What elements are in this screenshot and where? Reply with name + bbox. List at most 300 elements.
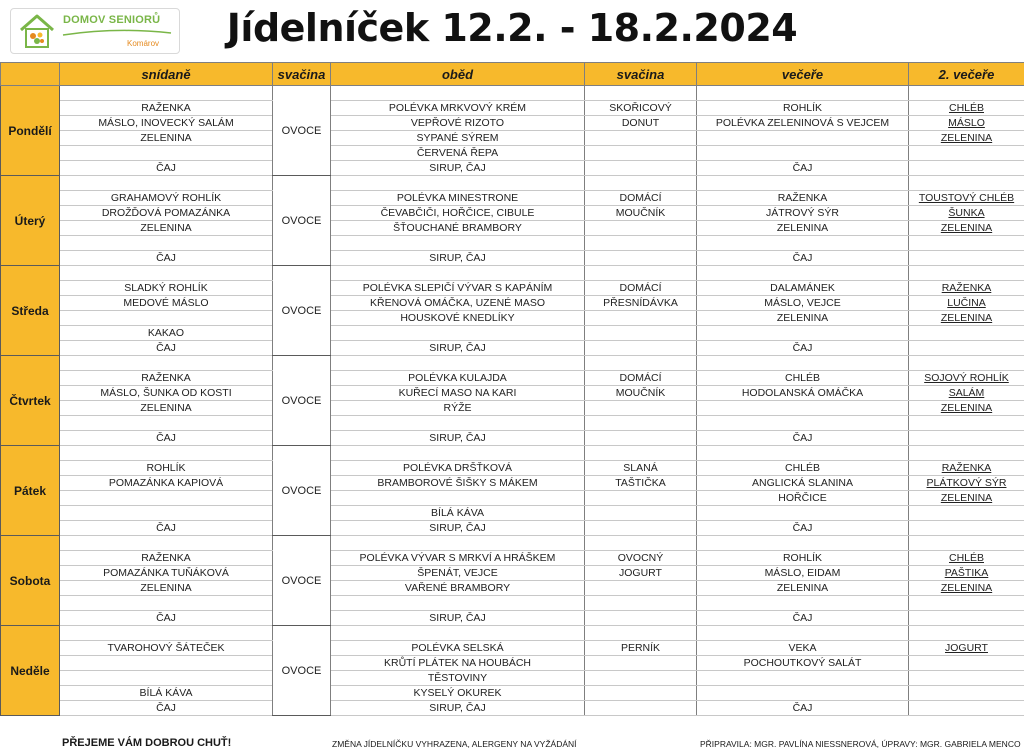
menu-row bbox=[1, 266, 1024, 281]
menu-row bbox=[1, 251, 1024, 266]
cell-breakfast: MEDOVÉ MÁSLO bbox=[60, 296, 273, 311]
cell-breakfast: GRAHAMOVÝ ROHLÍK bbox=[60, 191, 273, 206]
cell-dinner bbox=[697, 131, 909, 146]
second-dinner-item: ZELENINA bbox=[940, 492, 993, 504]
cell-lunch bbox=[331, 326, 585, 341]
cell-second-dinner bbox=[909, 251, 1024, 266]
cell-afternoon-snack: OVOCNÝ bbox=[585, 551, 697, 566]
second-dinner-item: RAŽENKA bbox=[941, 282, 992, 294]
menu-row bbox=[1, 221, 1024, 236]
cell-afternoon-snack bbox=[585, 161, 697, 176]
cell-second-dinner bbox=[909, 131, 1024, 146]
second-dinner-item: CHLÉB bbox=[948, 102, 984, 114]
cell-dinner: HODOLANSKÁ OMÁČKA bbox=[697, 386, 909, 401]
cell-dinner: RAŽENKA bbox=[697, 191, 909, 206]
cell-dinner bbox=[697, 176, 909, 191]
logo-city: Komárov bbox=[127, 39, 160, 48]
cell-afternoon-snack bbox=[585, 626, 697, 641]
cell-second-dinner bbox=[909, 416, 1024, 431]
cell-second-dinner bbox=[909, 596, 1024, 611]
morning-snack-cell: OVOCE bbox=[273, 446, 331, 536]
cell-afternoon-snack bbox=[585, 596, 697, 611]
cell-breakfast: ČAJ bbox=[60, 341, 273, 356]
cell-breakfast: ROHLÍK bbox=[60, 461, 273, 476]
footer-wish: PŘEJEME VÁM DOBROU CHUŤ! bbox=[62, 737, 232, 749]
cell-afternoon-snack bbox=[585, 536, 697, 551]
cell-second-dinner bbox=[909, 341, 1024, 356]
cell-breakfast: ČAJ bbox=[60, 701, 273, 716]
cell-lunch: ČEVABČIČI, HOŘČICE, CIBULE bbox=[331, 206, 585, 221]
cell-afternoon-snack bbox=[585, 86, 697, 101]
cell-dinner: ROHLÍK bbox=[697, 551, 909, 566]
second-dinner-item: JOGURT bbox=[945, 642, 988, 654]
cell-dinner: ČAJ bbox=[697, 611, 909, 626]
cell-breakfast bbox=[60, 236, 273, 251]
cell-second-dinner bbox=[909, 86, 1024, 101]
cell-second-dinner bbox=[909, 611, 1024, 626]
day-label: Neděle bbox=[1, 626, 60, 716]
cell-dinner: CHLÉB bbox=[697, 461, 909, 476]
cell-dinner: ČAJ bbox=[697, 251, 909, 266]
cell-afternoon-snack bbox=[585, 656, 697, 671]
cell-afternoon-snack: DOMÁCÍ bbox=[585, 281, 697, 296]
cell-lunch: SIRUP, ČAJ bbox=[331, 161, 585, 176]
second-dinner-item: ZELENINA bbox=[940, 582, 993, 594]
cell-dinner bbox=[697, 266, 909, 281]
cell-breakfast: POMAZÁNKA KAPIOVÁ bbox=[60, 476, 273, 491]
footer bbox=[0, 736, 1024, 751]
menu-row bbox=[1, 296, 1024, 311]
cell-breakfast bbox=[60, 356, 273, 371]
footer-prepared-by: PŘIPRAVILA: MGR. PAVLÍNA NIESSNEROVÁ, ÚPRAVY: MGR. GABRIELA MENCO bbox=[700, 739, 1021, 749]
cell-breakfast: BÍLÁ KÁVA bbox=[60, 686, 273, 701]
morning-snack-cell: OVOCE bbox=[273, 626, 331, 716]
second-dinner-item: PLÁTKOVÝ SÝR bbox=[926, 477, 1007, 489]
page-header bbox=[0, 0, 1024, 62]
cell-lunch: KUŘECÍ MASO NA KARI bbox=[331, 386, 585, 401]
cell-breakfast: TVAROHOVÝ ŠÁTEČEK bbox=[60, 641, 273, 656]
cell-lunch: ŠŤOUCHANÉ BRAMBORY bbox=[331, 221, 585, 236]
cell-afternoon-snack: SKOŘICOVÝ bbox=[585, 101, 697, 116]
cell-lunch bbox=[331, 536, 585, 551]
cell-lunch: SIRUP, ČAJ bbox=[331, 341, 585, 356]
cell-dinner: ČAJ bbox=[697, 521, 909, 536]
cell-second-dinner bbox=[909, 101, 1024, 116]
second-dinner-item: PAŠTIKA bbox=[944, 567, 989, 579]
menu-row bbox=[1, 206, 1024, 221]
cell-breakfast: MÁSLO, ŠUNKA OD KOSTI bbox=[60, 386, 273, 401]
day-label: Pátek bbox=[1, 446, 60, 536]
menu-row bbox=[1, 536, 1024, 551]
cell-lunch: SYPANÉ SÝREM bbox=[331, 131, 585, 146]
day-label: Pondělí bbox=[1, 86, 60, 176]
cell-second-dinner bbox=[909, 161, 1024, 176]
cell-second-dinner bbox=[909, 521, 1024, 536]
cell-afternoon-snack bbox=[585, 506, 697, 521]
cell-dinner: ZELENINA bbox=[697, 311, 909, 326]
cell-second-dinner bbox=[909, 566, 1024, 581]
cell-second-dinner bbox=[909, 446, 1024, 461]
cell-second-dinner bbox=[909, 176, 1024, 191]
menu-row bbox=[1, 671, 1024, 686]
col-header-lunch: oběd bbox=[331, 63, 585, 86]
second-dinner-item: SALÁM bbox=[948, 387, 985, 399]
cell-lunch bbox=[331, 446, 585, 461]
cell-dinner bbox=[697, 596, 909, 611]
cell-dinner bbox=[697, 356, 909, 371]
cell-lunch bbox=[331, 491, 585, 506]
col-header-morning-snack: svačina bbox=[273, 63, 331, 86]
cell-afternoon-snack: TAŠTIČKA bbox=[585, 476, 697, 491]
menu-row bbox=[1, 476, 1024, 491]
cell-second-dinner bbox=[909, 701, 1024, 716]
menu-row bbox=[1, 491, 1024, 506]
second-dinner-item: MÁSLO bbox=[948, 117, 985, 129]
cell-dinner: MÁSLO, VEJCE bbox=[697, 296, 909, 311]
menu-row bbox=[1, 161, 1024, 176]
cell-afternoon-snack bbox=[585, 236, 697, 251]
cell-second-dinner bbox=[909, 506, 1024, 521]
cell-dinner: ČAJ bbox=[697, 701, 909, 716]
cell-second-dinner bbox=[909, 311, 1024, 326]
menu-row bbox=[1, 581, 1024, 596]
cell-dinner: HOŘČICE bbox=[697, 491, 909, 506]
cell-lunch: ČERVENÁ ŘEPA bbox=[331, 146, 585, 161]
cell-breakfast: ZELENINA bbox=[60, 131, 273, 146]
cell-breakfast bbox=[60, 626, 273, 641]
cell-lunch: SIRUP, ČAJ bbox=[331, 701, 585, 716]
cell-breakfast: SLADKÝ ROHLÍK bbox=[60, 281, 273, 296]
menu-row bbox=[1, 626, 1024, 641]
cell-lunch: BÍLÁ KÁVA bbox=[331, 506, 585, 521]
cell-lunch: POLÉVKA SLEPIČÍ VÝVAR S KAPÁNÍM bbox=[331, 281, 585, 296]
menu-row bbox=[1, 566, 1024, 581]
menu-row bbox=[1, 101, 1024, 116]
cell-breakfast: ZELENINA bbox=[60, 221, 273, 236]
cell-afternoon-snack bbox=[585, 266, 697, 281]
day-label: Čtvrtek bbox=[1, 356, 60, 446]
second-dinner-item: TOUSTOVÝ CHLÉB bbox=[918, 192, 1015, 204]
morning-snack-cell: OVOCE bbox=[273, 356, 331, 446]
menu-row bbox=[1, 326, 1024, 341]
cell-second-dinner bbox=[909, 431, 1024, 446]
cell-afternoon-snack bbox=[585, 686, 697, 701]
cell-dinner: DALAMÁNEK bbox=[697, 281, 909, 296]
footer-note: ZMĚNA JÍDELNÍČKU VYHRAZENA, ALERGENY NA VYŽÁDÁNÍ bbox=[332, 739, 577, 749]
cell-afternoon-snack bbox=[585, 431, 697, 446]
cell-second-dinner bbox=[909, 356, 1024, 371]
menu-row bbox=[1, 281, 1024, 296]
cell-second-dinner bbox=[909, 236, 1024, 251]
second-dinner-item: RAŽENKA bbox=[941, 462, 992, 474]
cell-dinner: POCHOUTKOVÝ SALÁT bbox=[697, 656, 909, 671]
cell-dinner bbox=[697, 86, 909, 101]
cell-lunch bbox=[331, 236, 585, 251]
cell-second-dinner bbox=[909, 206, 1024, 221]
col-header-dinner: večeře bbox=[697, 63, 909, 86]
cell-lunch: VEPŘOVÉ RIZOTO bbox=[331, 116, 585, 131]
cell-dinner: ČAJ bbox=[697, 341, 909, 356]
cell-breakfast bbox=[60, 146, 273, 161]
second-dinner-item: ŠUNKA bbox=[948, 207, 985, 219]
menu-row bbox=[1, 641, 1024, 656]
col-header-second-dinner: 2. večeře bbox=[909, 63, 1024, 86]
cell-lunch: BRAMBOROVÉ ŠIŠKY S MÁKEM bbox=[331, 476, 585, 491]
cell-lunch: POLÉVKA KULAJDA bbox=[331, 371, 585, 386]
cell-lunch bbox=[331, 416, 585, 431]
cell-afternoon-snack bbox=[585, 131, 697, 146]
cell-lunch: SIRUP, ČAJ bbox=[331, 611, 585, 626]
second-dinner-item: CHLÉB bbox=[948, 552, 984, 564]
morning-snack-cell: OVOCE bbox=[273, 536, 331, 626]
menu-row bbox=[1, 596, 1024, 611]
cell-lunch: KRŮTÍ PLÁTEK NA HOUBÁCH bbox=[331, 656, 585, 671]
cell-breakfast: ČAJ bbox=[60, 431, 273, 446]
menu-row bbox=[1, 446, 1024, 461]
cell-afternoon-snack bbox=[585, 146, 697, 161]
cell-afternoon-snack bbox=[585, 701, 697, 716]
cell-afternoon-snack: PERNÍK bbox=[585, 641, 697, 656]
cell-breakfast: POMAZÁNKA TUŇÁKOVÁ bbox=[60, 566, 273, 581]
menu-row bbox=[1, 416, 1024, 431]
cell-breakfast: RAŽENKA bbox=[60, 551, 273, 566]
menu-row bbox=[1, 521, 1024, 536]
cell-lunch: POLÉVKA VÝVAR S MRKVÍ A HRÁŠKEM bbox=[331, 551, 585, 566]
cell-afternoon-snack bbox=[585, 221, 697, 236]
menu-row bbox=[1, 656, 1024, 671]
menu-row bbox=[1, 131, 1024, 146]
cell-lunch bbox=[331, 176, 585, 191]
menu-row bbox=[1, 146, 1024, 161]
menu-row bbox=[1, 461, 1024, 476]
menu-row bbox=[1, 701, 1024, 716]
menu-table bbox=[0, 62, 1024, 716]
cell-lunch: POLÉVKA MRKVOVÝ KRÉM bbox=[331, 101, 585, 116]
day-label: Sobota bbox=[1, 536, 60, 626]
cell-breakfast: ČAJ bbox=[60, 161, 273, 176]
cell-breakfast bbox=[60, 671, 273, 686]
menu-row bbox=[1, 311, 1024, 326]
cell-dinner: ČAJ bbox=[697, 161, 909, 176]
cell-second-dinner bbox=[909, 296, 1024, 311]
cell-lunch: SIRUP, ČAJ bbox=[331, 251, 585, 266]
cell-dinner: ZELENINA bbox=[697, 221, 909, 236]
cell-lunch: POLÉVKA DRŠŤKOVÁ bbox=[331, 461, 585, 476]
cell-dinner bbox=[697, 671, 909, 686]
cell-second-dinner bbox=[909, 191, 1024, 206]
menu-row bbox=[1, 116, 1024, 131]
cell-second-dinner bbox=[909, 116, 1024, 131]
cell-dinner bbox=[697, 326, 909, 341]
cell-afternoon-snack: DOMÁCÍ bbox=[585, 191, 697, 206]
cell-lunch bbox=[331, 86, 585, 101]
col-header-breakfast: snídaně bbox=[60, 63, 273, 86]
cell-afternoon-snack: DOMÁCÍ bbox=[585, 371, 697, 386]
cell-second-dinner bbox=[909, 371, 1024, 386]
cell-dinner bbox=[697, 446, 909, 461]
cell-afternoon-snack bbox=[585, 326, 697, 341]
cell-breakfast: ZELENINA bbox=[60, 581, 273, 596]
menu-row bbox=[1, 611, 1024, 626]
second-dinner-item: ZELENINA bbox=[940, 222, 993, 234]
second-dinner-item: ZELENINA bbox=[940, 132, 993, 144]
cell-second-dinner bbox=[909, 281, 1024, 296]
cell-breakfast: RAŽENKA bbox=[60, 101, 273, 116]
cell-lunch bbox=[331, 356, 585, 371]
cell-breakfast: DROŽĎOVÁ POMAZÁNKA bbox=[60, 206, 273, 221]
cell-afternoon-snack bbox=[585, 581, 697, 596]
second-dinner-item: ZELENINA bbox=[940, 402, 993, 414]
cell-second-dinner bbox=[909, 461, 1024, 476]
col-header-afternoon-snack: svačina bbox=[585, 63, 697, 86]
cell-second-dinner bbox=[909, 386, 1024, 401]
cell-afternoon-snack bbox=[585, 611, 697, 626]
menu-row bbox=[1, 341, 1024, 356]
cell-second-dinner bbox=[909, 641, 1024, 656]
cell-afternoon-snack: JOGURT bbox=[585, 566, 697, 581]
cell-breakfast bbox=[60, 266, 273, 281]
menu-row bbox=[1, 506, 1024, 521]
cell-breakfast bbox=[60, 311, 273, 326]
cell-dinner bbox=[697, 506, 909, 521]
cell-second-dinner bbox=[909, 581, 1024, 596]
morning-snack-cell: OVOCE bbox=[273, 86, 331, 176]
cell-dinner: ROHLÍK bbox=[697, 101, 909, 116]
cell-afternoon-snack: MOUČNÍK bbox=[585, 386, 697, 401]
cell-breakfast: ČAJ bbox=[60, 611, 273, 626]
cell-second-dinner bbox=[909, 401, 1024, 416]
cell-lunch: POLÉVKA MINESTRONE bbox=[331, 191, 585, 206]
cell-second-dinner bbox=[909, 476, 1024, 491]
cell-lunch: TĚSTOVINY bbox=[331, 671, 585, 686]
cell-breakfast bbox=[60, 416, 273, 431]
menu-row bbox=[1, 686, 1024, 701]
cell-breakfast bbox=[60, 656, 273, 671]
cell-afternoon-snack: MOUČNÍK bbox=[585, 206, 697, 221]
cell-breakfast: ČAJ bbox=[60, 521, 273, 536]
cell-second-dinner bbox=[909, 656, 1024, 671]
cell-second-dinner bbox=[909, 686, 1024, 701]
page-title: Jídelníček 12.2. - 18.2.2024 bbox=[226, 6, 798, 50]
cell-breakfast bbox=[60, 491, 273, 506]
cell-afternoon-snack bbox=[585, 521, 697, 536]
cell-dinner bbox=[697, 536, 909, 551]
cell-lunch: RÝŽE bbox=[331, 401, 585, 416]
cell-afternoon-snack bbox=[585, 356, 697, 371]
day-label: Úterý bbox=[1, 176, 60, 266]
menu-row bbox=[1, 176, 1024, 191]
cell-afternoon-snack bbox=[585, 341, 697, 356]
cell-afternoon-snack: SLANÁ bbox=[585, 461, 697, 476]
cell-second-dinner bbox=[909, 326, 1024, 341]
cell-dinner: ČAJ bbox=[697, 431, 909, 446]
menu-row bbox=[1, 356, 1024, 371]
cell-dinner bbox=[697, 401, 909, 416]
cell-second-dinner bbox=[909, 551, 1024, 566]
cell-afternoon-snack bbox=[585, 671, 697, 686]
logo-name: DOMOV SENIORŮ bbox=[63, 14, 161, 26]
cell-breakfast bbox=[60, 446, 273, 461]
cell-second-dinner bbox=[909, 266, 1024, 281]
cell-lunch: POLÉVKA SELSKÁ bbox=[331, 641, 585, 656]
cell-lunch bbox=[331, 266, 585, 281]
menu-row bbox=[1, 86, 1024, 101]
cell-afternoon-snack bbox=[585, 311, 697, 326]
cell-breakfast bbox=[60, 596, 273, 611]
menu-body bbox=[1, 86, 1024, 716]
cell-dinner: VEKA bbox=[697, 641, 909, 656]
cell-second-dinner bbox=[909, 146, 1024, 161]
menu-row bbox=[1, 386, 1024, 401]
cell-breakfast: MÁSLO, INOVECKÝ SALÁM bbox=[60, 116, 273, 131]
cell-afternoon-snack bbox=[585, 176, 697, 191]
cell-breakfast: ZELENINA bbox=[60, 401, 273, 416]
cell-breakfast: RAŽENKA bbox=[60, 371, 273, 386]
menu-row bbox=[1, 401, 1024, 416]
cell-lunch bbox=[331, 626, 585, 641]
cell-second-dinner bbox=[909, 491, 1024, 506]
morning-snack-cell: OVOCE bbox=[273, 176, 331, 266]
cell-breakfast bbox=[60, 86, 273, 101]
cell-afternoon-snack bbox=[585, 446, 697, 461]
cell-dinner bbox=[697, 686, 909, 701]
cell-dinner bbox=[697, 626, 909, 641]
cell-afternoon-snack: PŘESNÍDÁVKA bbox=[585, 296, 697, 311]
cell-breakfast: KAKAO bbox=[60, 326, 273, 341]
second-dinner-item: SOJOVÝ ROHLÍK bbox=[924, 372, 1009, 384]
cell-breakfast bbox=[60, 506, 273, 521]
cell-afternoon-snack bbox=[585, 416, 697, 431]
cell-dinner bbox=[697, 416, 909, 431]
cell-breakfast bbox=[60, 176, 273, 191]
menu-row bbox=[1, 431, 1024, 446]
cell-dinner: JÁTROVÝ SÝR bbox=[697, 206, 909, 221]
cell-lunch: SIRUP, ČAJ bbox=[331, 521, 585, 536]
cell-lunch: HOUSKOVÉ KNEDLÍKY bbox=[331, 311, 585, 326]
cell-lunch: VAŘENÉ BRAMBORY bbox=[331, 581, 585, 596]
menu-row bbox=[1, 191, 1024, 206]
cell-afternoon-snack bbox=[585, 401, 697, 416]
cell-second-dinner bbox=[909, 671, 1024, 686]
menu-row bbox=[1, 236, 1024, 251]
morning-snack-cell: OVOCE bbox=[273, 266, 331, 356]
cell-dinner: ZELENINA bbox=[697, 581, 909, 596]
cell-dinner bbox=[697, 146, 909, 161]
day-label: Středa bbox=[1, 266, 60, 356]
column-header-row bbox=[1, 63, 1024, 86]
cell-lunch: KYSELÝ OKUREK bbox=[331, 686, 585, 701]
cell-dinner: CHLÉB bbox=[697, 371, 909, 386]
cell-second-dinner bbox=[909, 536, 1024, 551]
cell-afternoon-snack bbox=[585, 251, 697, 266]
cell-dinner bbox=[697, 236, 909, 251]
corner-cell bbox=[1, 63, 60, 86]
cell-lunch: KŘENOVÁ OMÁČKA, UZENÉ MASO bbox=[331, 296, 585, 311]
menu-row bbox=[1, 551, 1024, 566]
cell-second-dinner bbox=[909, 221, 1024, 236]
second-dinner-item: ZELENINA bbox=[940, 312, 993, 324]
cell-dinner: MÁSLO, EIDAM bbox=[697, 566, 909, 581]
cell-lunch: ŠPENÁT, VEJCE bbox=[331, 566, 585, 581]
cell-lunch: SIRUP, ČAJ bbox=[331, 431, 585, 446]
cell-breakfast: ČAJ bbox=[60, 251, 273, 266]
menu-row bbox=[1, 371, 1024, 386]
second-dinner-item: LUČINA bbox=[947, 297, 986, 309]
cell-dinner: POLÉVKA ZELENINOVÁ S VEJCEM bbox=[697, 116, 909, 131]
cell-lunch bbox=[331, 596, 585, 611]
cell-second-dinner bbox=[909, 626, 1024, 641]
cell-breakfast bbox=[60, 536, 273, 551]
